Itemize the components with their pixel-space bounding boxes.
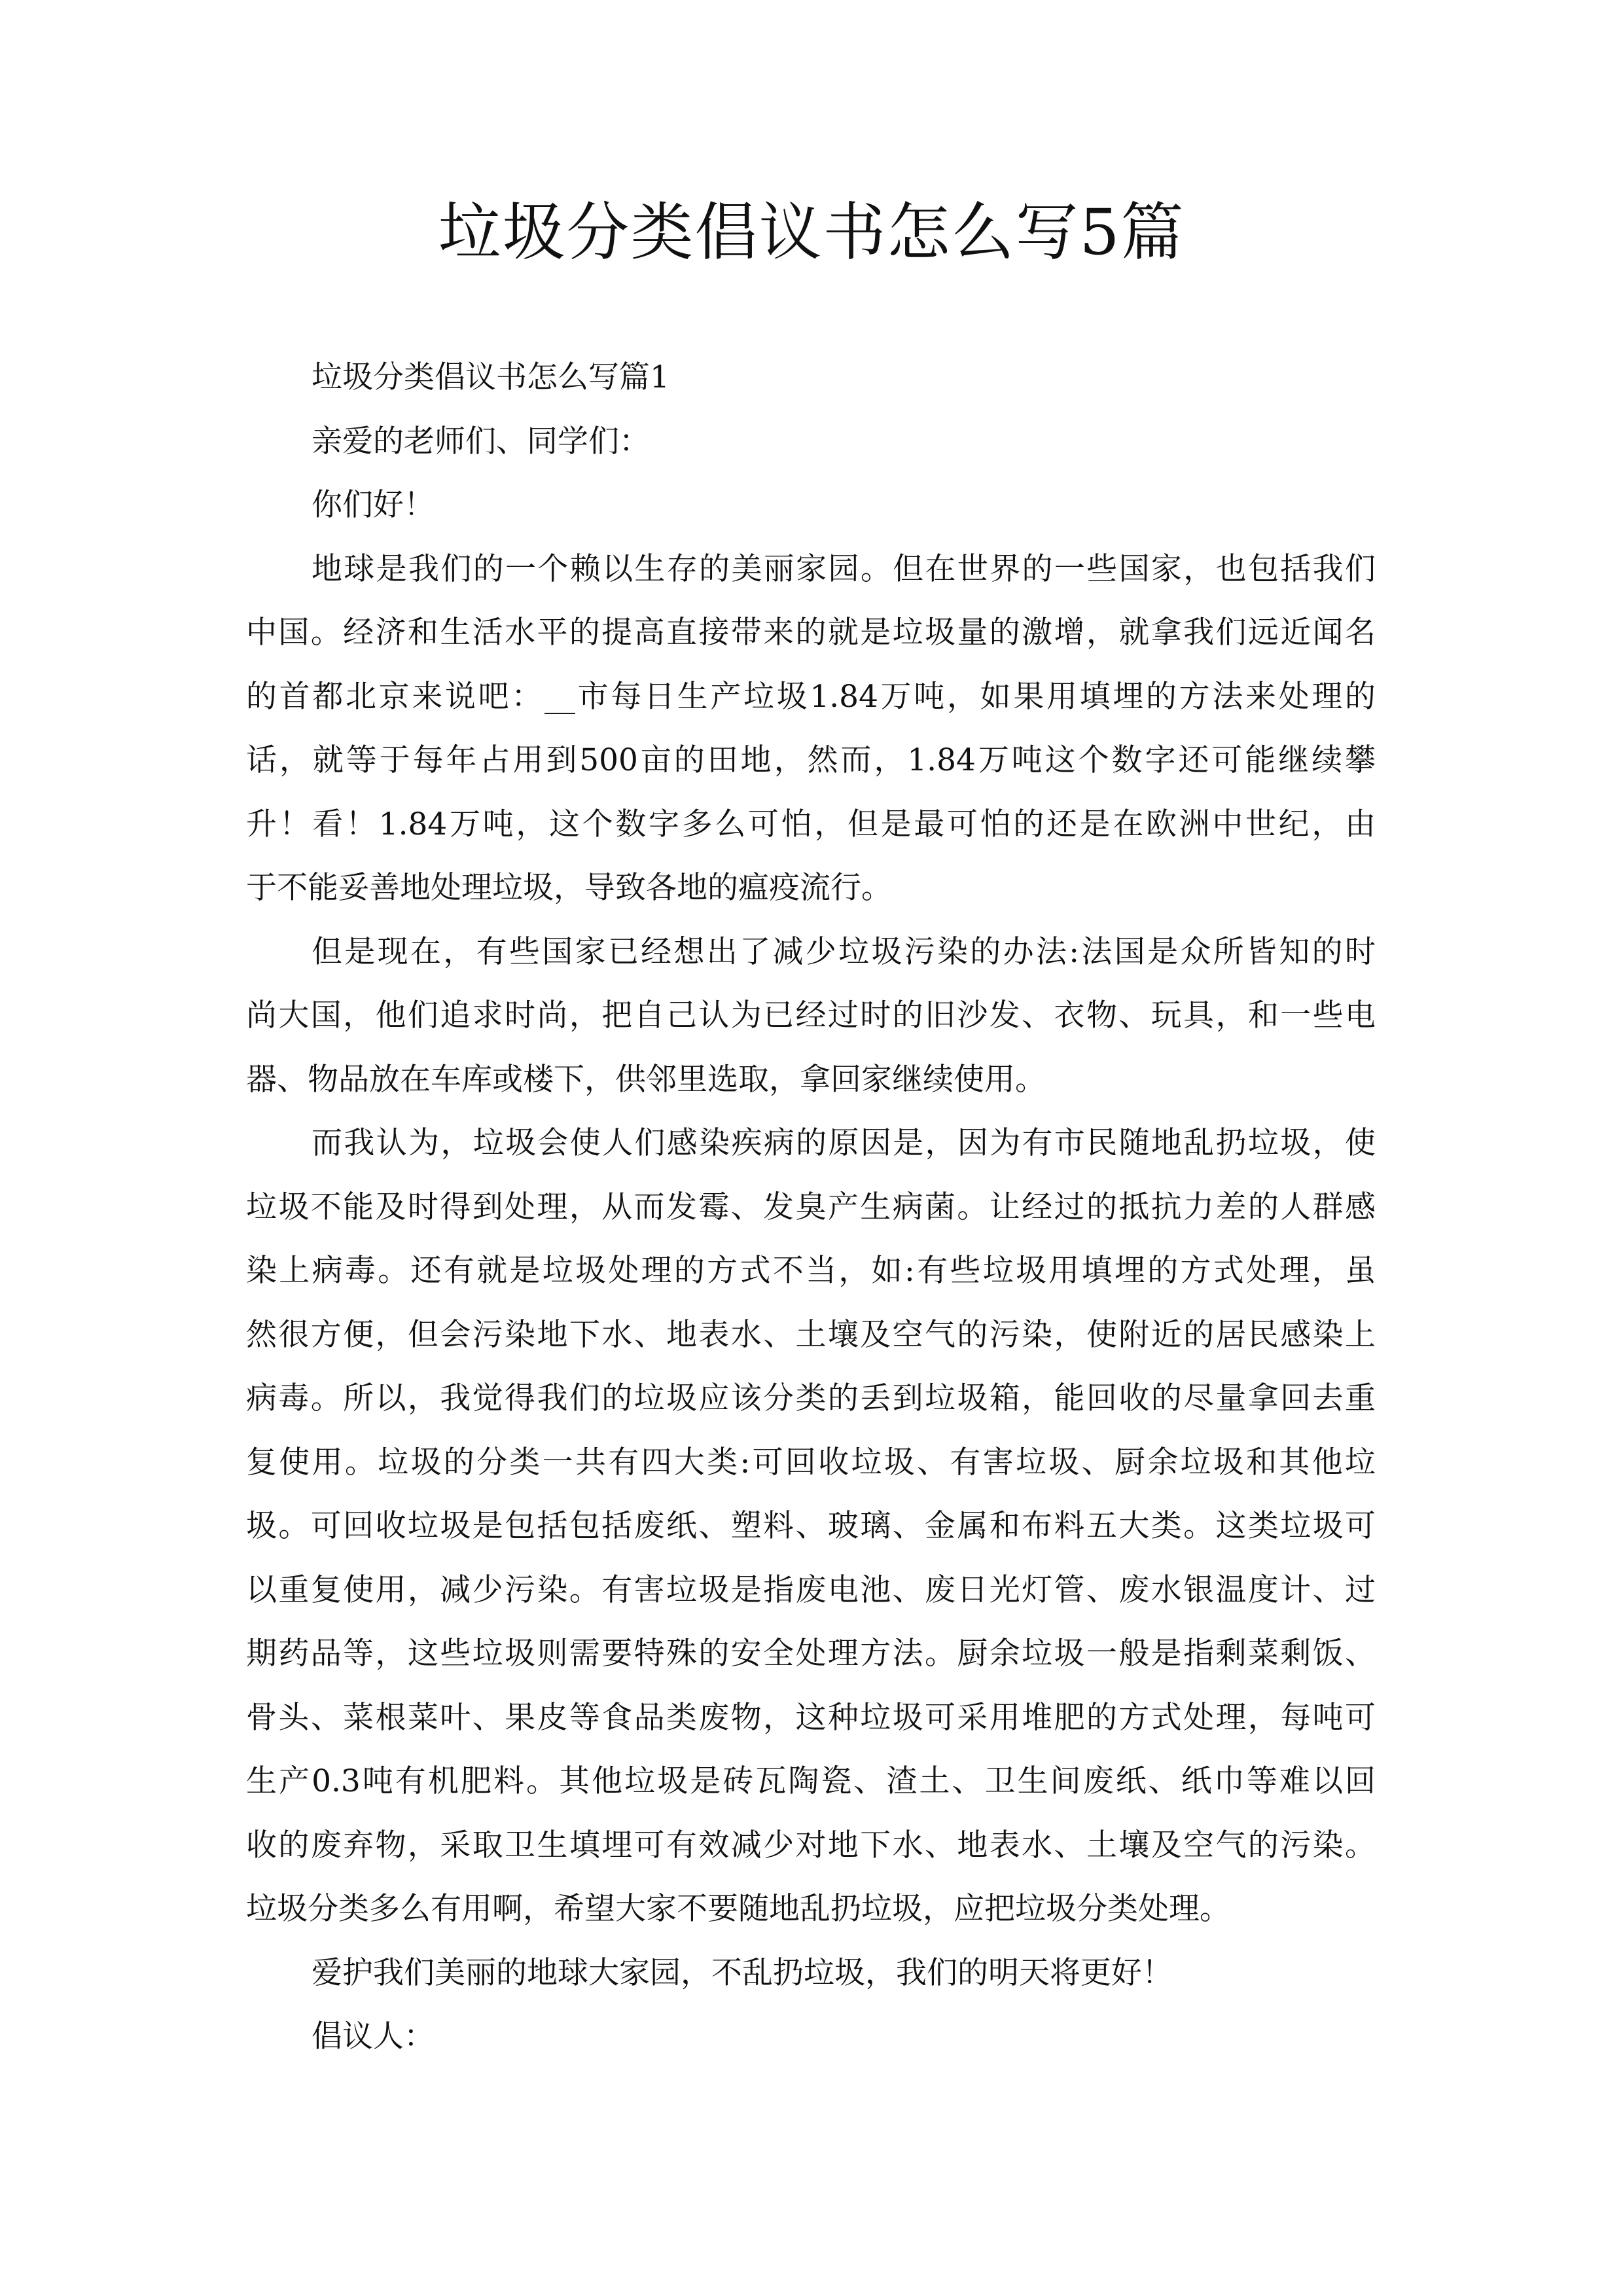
text-line: 骨头、菜根菜叶、果皮等食品类废物，这种垃圾可采用堆肥的方式处理，每吨可 [246,1699,1376,1736]
text-line: 然很方便，但会污染地下水、地表水、土壤及空气的污染，使附近的居民感染上 [246,1316,1376,1353]
text-line: 病毒。所以，我觉得我们的垃圾应该分类的丢到垃圾箱，能回收的尽量拿回去重 [246,1380,1376,1416]
paragraph [246,537,1376,920]
paragraph [246,473,1376,537]
text-line: 圾。可回收垃圾是包括包括废纸、塑料、玻璃、金属和布料五大类。这类垃圾可 [246,1508,1376,1544]
text-line: 垃圾分类多么有用啊，希望大家不要随地乱扔垃圾，应把垃圾分类处理。 [246,1891,1230,1927]
paragraph [246,920,1376,1112]
text-line: 爱护我们美丽的地球大家园，不乱扔垃圾，我们的明天将更好！ [312,1954,1173,1991]
text-line: 中国。经济和生活水平的提高直接带来的就是垃圾量的激增，就拿我们远近闻名 [246,615,1376,651]
text-line: 期药品等，这些垃圾则需要特殊的安全处理方法。厨余垃圾一般是指剩菜剩饭、 [246,1636,1376,1672]
text-line: 你们好！ [312,487,435,523]
text-line: 的首都北京来说吧：__市每日生产垃圾1.84万吨，如果用填埋的方法来处理的 [246,678,1376,715]
text-line: 地球是我们的一个赖以生存的美丽家园。但在世界的一些国家，也包括我们 [312,550,1376,587]
text-line: 但是现在，有些国家已经想出了减少垃圾污染的办法:法国是众所皆知的时 [312,933,1376,970]
paragraph [246,2005,1376,2069]
text-line: 以重复使用，减少污染。有害垃圾是指废电池、废日光灯管、废水银温度计、过 [246,1571,1376,1608]
text-line: 器、物品放在车库或楼下，供邻里选取，拿回家继续使用。 [246,1061,1046,1098]
text-line: 于不能妥善地处理垃圾，导致各地的瘟疫流行。 [246,870,892,906]
text-line: 染上病毒。还有就是垃圾处理的方式不当，如:有些垃圾用填埋的方式处理，虽 [246,1253,1376,1289]
text-line: 亲爱的老师们、同学们： [312,423,650,459]
document-title: 垃圾分类倡议书怎么写5篇 [438,196,1185,269]
text-line: 而我认为，垃圾会使人们感染疾病的原因是，因为有市民随地乱扔垃圾，使 [312,1125,1376,1161]
text-line: 复使用。垃圾的分类一共有四大类:可回收垃圾、有害垃圾、厨余垃圾和其他垃 [246,1444,1376,1480]
paragraph [246,1941,1376,2005]
text-line: 生产0.3吨有机肥料。其他垃圾是砖瓦陶瓷、渣土、卫生间废纸、纸巾等难以回 [246,1763,1376,1799]
text-line: 收的废弃物，采取卫生填埋可有效减少对地下水、地表水、土壤及空气的污染。 [246,1827,1376,1863]
paragraph [246,410,1376,474]
paragraph [246,1111,1376,1941]
text-line: 话，就等于每年占用到500亩的田地，然而，1.84万吨这个数字还可能继续攀 [246,742,1376,778]
text-line: 倡议人： [312,2018,435,2054]
text-line: 垃圾分类倡议书怎么写篇1 [312,359,669,395]
text-line: 垃圾不能及时得到处理，从而发霉、发臭产生病菌。让经过的抵抗力差的人群感 [246,1189,1376,1225]
document-body [246,346,1376,2069]
text-line: 尚大国，他们追求时尚，把自己认为已经过时的旧沙发、衣物、玩具，和一些电 [246,997,1376,1033]
paragraph [246,346,1376,410]
text-line: 升！看！1.84万吨，这个数字多么可怕，但是最可怕的还是在欧洲中世纪，由 [246,806,1376,842]
